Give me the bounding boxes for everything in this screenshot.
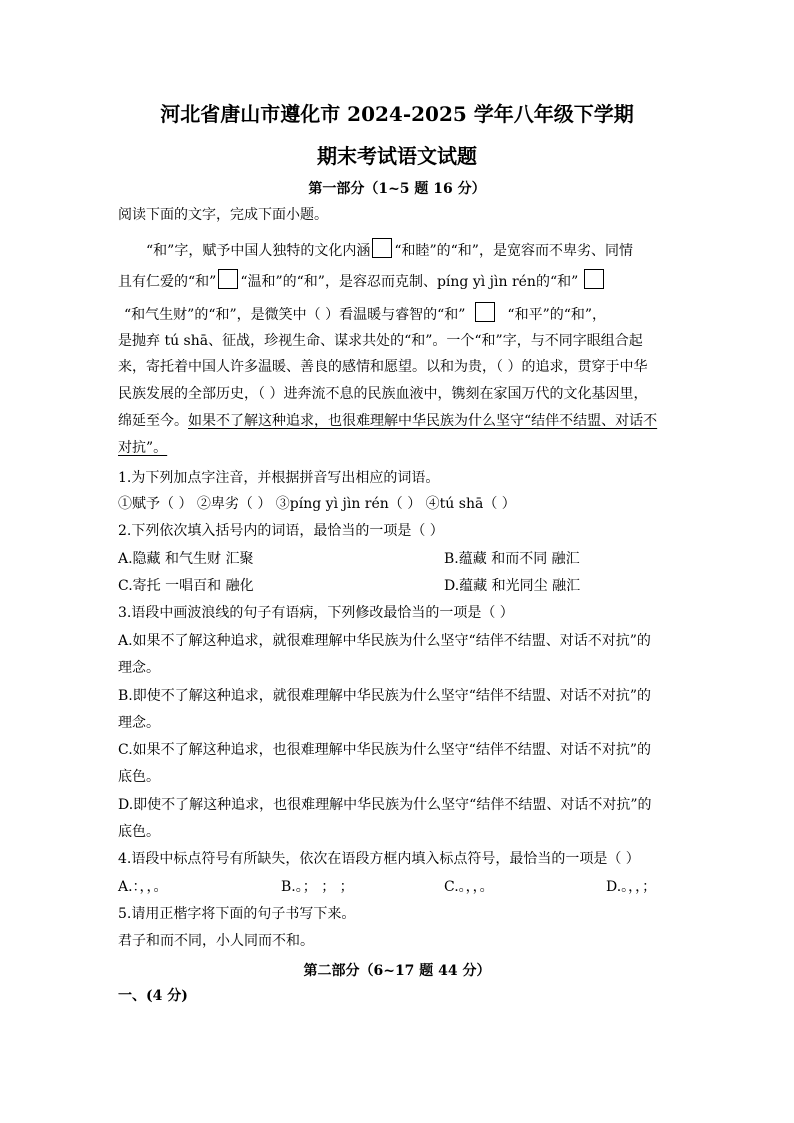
q2-option-d: D.蕴藏 和光同尘 融汇 — [444, 578, 581, 594]
passage-line-8: 对抗”。 — [118, 440, 168, 456]
q4-stem: 4.语段中标点符号有所缺失，依次在语段方框内填入标点符号，最恰当的一项是（ ） — [118, 851, 640, 867]
passage-line-5: 来，寄托着中国人许多温暖、善良的感情和愿望。以和为贵，（ ）的追求，贯穿于中华 — [118, 359, 648, 375]
q3-option-d-line2: 底色。 — [118, 824, 160, 840]
punct-box-2 — [218, 269, 238, 289]
q3-option-d-line1: D.即使不了解这种追求，也很难理解中华民族为什么坚守“结伴不结盟、对话不对抗”的 — [118, 797, 652, 813]
punct-box-3 — [584, 269, 604, 289]
part2-subheading: 一、(4 分) — [118, 988, 188, 1004]
passage-line-6: 民族发展的全部历史，（ ）进奔流不息的民族血液中，镌刻在家国万代的文化基因里， — [118, 386, 648, 402]
passage-text: “和气生财”的“和”，是微笑中（ ）看温暖与睿智的“和” — [124, 307, 466, 323]
q1-stem: 1.为下列加点字注音，并根据拼音写出相应的词语。 — [118, 470, 440, 486]
part1-intro: 阅读下面的文字，完成下面小题。 — [118, 207, 328, 223]
passage-line-3 — [124, 302, 606, 325]
passage-text: 且有仁爱的“和” — [118, 274, 217, 290]
q3-option-b-line2: 理念。 — [118, 715, 160, 731]
q3-option-a-line1: A.如果不了解这种追求，就很难理解中华民族为什么坚守“结伴不结盟、对话不对抗”的 — [118, 633, 651, 649]
part1-heading: 第一部分（1~5 题 16 分） — [308, 181, 486, 197]
q2-option-c: C.寄托 一唱百和 融化 — [118, 578, 254, 594]
q2-option-a: A.隐藏 和气生财 汇聚 — [118, 551, 254, 567]
q4-option-d: D.。，，； — [606, 879, 657, 895]
q4-option-a: A.：，，。 — [118, 879, 168, 895]
doc-title-line1: 河北省唐山市遵化市 2024-2025 学年八年级下学期 — [160, 102, 634, 126]
q3-option-c-line1: C.如果不了解这种追求，也很难理解中华民族为什么坚守“结伴不结盟、对话不对抗”的 — [118, 742, 651, 758]
q2-stem: 2.下列依次填入括号内的词语，最恰当的一项是（ ） — [118, 523, 444, 539]
q3-option-c-line2: 底色。 — [118, 769, 160, 785]
q3-stem: 3.语段中画波浪线的句子有语病，下列修改最恰当的一项是（ ） — [118, 605, 514, 621]
passage-text: “温和”的“和”，是容忍而克制、píng yì jìn rén的“和” — [240, 274, 579, 290]
passage-line-2 — [118, 269, 606, 292]
passage-text: 绵延至今。 — [118, 413, 188, 429]
part2-heading: 第二部分（6~17 题 44 分） — [303, 963, 491, 979]
q3-option-a-line2: 理念。 — [118, 660, 160, 676]
passage-line-7 — [118, 411, 657, 431]
q5-stem: 5.请用正楷字将下面的句子书写下来。 — [118, 906, 356, 922]
wavy-sentence: 如果不了解这种追求，也很难理解中华民族为什么坚守“结伴不结盟、对话不 — [188, 413, 658, 429]
passage-line-4: 是抛弃 tú shā、征战，珍视生命、谋求共处的“和”。一个“和”字，与不同字眼组合起 — [118, 333, 643, 349]
q2-option-b: B.蕴藏 和而不同 融汇 — [444, 551, 580, 567]
passage-text: “和睦”的“和”，是宽容而不卑劣、同情 — [394, 243, 633, 259]
punct-box-1 — [372, 238, 392, 258]
passage-text: “和平”的“和”， — [507, 307, 607, 323]
punct-box-4 — [475, 302, 495, 322]
q4-option-b: B.。； ； ； — [281, 879, 354, 895]
q4-option-c: C.。，，。 — [444, 879, 494, 895]
q1-items: ①赋予（ ） ②卑劣（ ） ③píng yì jìn rén（ ） ④tú shā（ ） — [118, 496, 516, 512]
passage-line-1 — [146, 238, 633, 261]
doc-title-line2: 期末考试语文试题 — [317, 144, 477, 168]
q3-option-b-line1: B.即使不了解这种追求，就很难理解中华民族为什么坚守“结伴不结盟、对话不对抗”的 — [118, 688, 652, 704]
q5-sentence: 君子和而不同，小人同而不和。 — [118, 933, 314, 949]
passage-text: “和”字，赋予中国人独特的文化内涵 — [146, 243, 371, 259]
